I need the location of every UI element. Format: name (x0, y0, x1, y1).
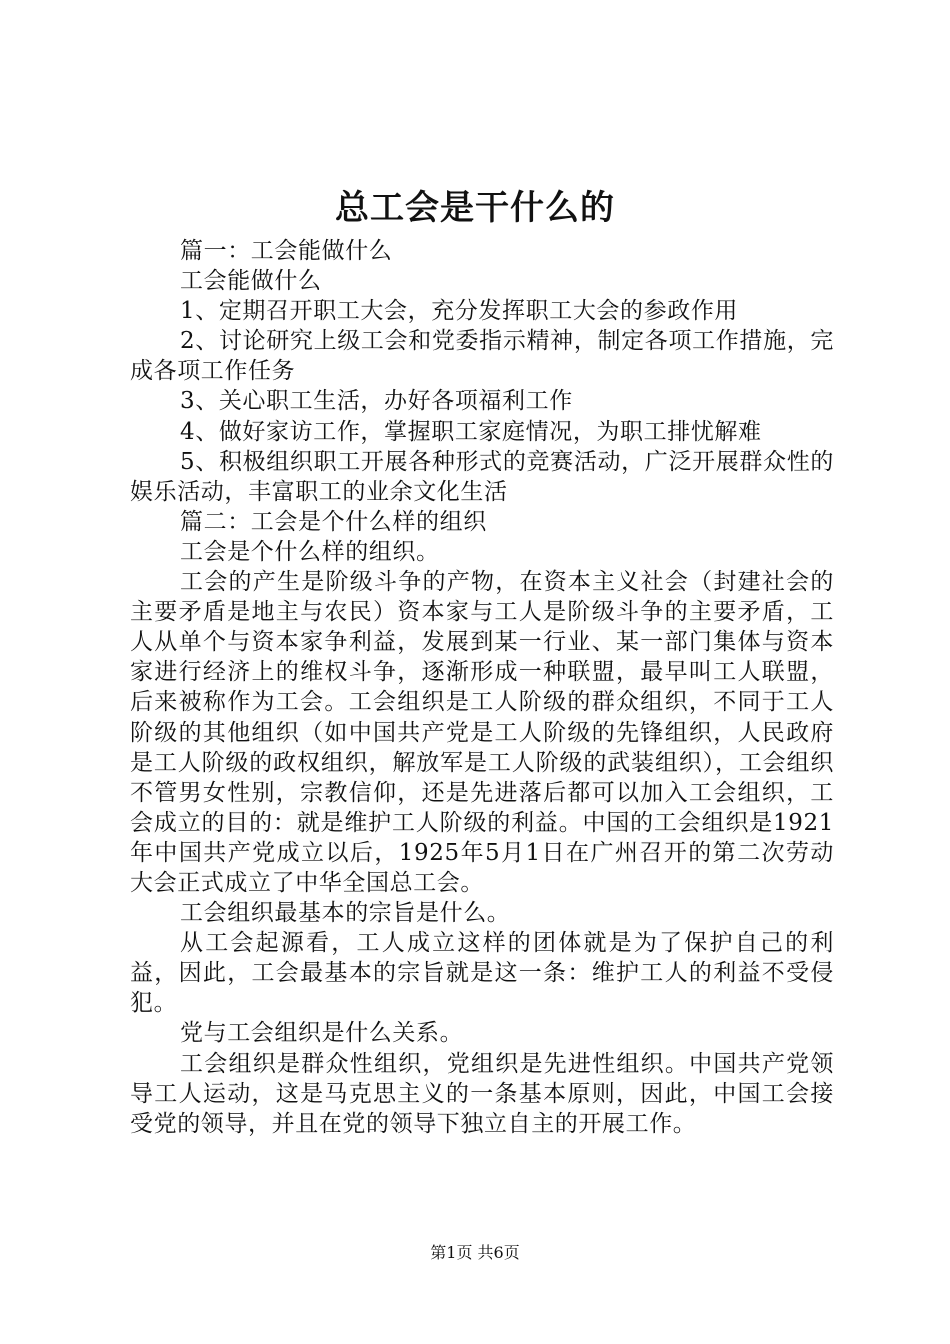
list-item-4: 4、做好家访工作，掌握职工家庭情况，为职工排忧解难 (180, 418, 762, 445)
list-item-1: 1、定期召开职工大会，充分发挥职工大会的参政作用 (180, 298, 739, 325)
answer-3: 工会组织是群众性组织，党组织是先进性组织。中国共产党领导工人运动，这是马克思主义的一条基本原则，因此，中国工会接受党的领导，并且在党的领导下独立自主的开展工作。 (130, 1050, 834, 1137)
question-3: 党与工会组织是什么关系。 (180, 1020, 464, 1047)
question-1: 工会是个什么样的组织。 (180, 538, 440, 565)
subheading: 工会能做什么 (180, 268, 322, 295)
list-item-5: 5、积极组织职工开展各种形式的竞赛活动，广泛开展群众性的娱乐活动，丰富职工的业余文化生活 (130, 448, 834, 505)
section-heading-1: 篇一：工会能做什么 (180, 238, 393, 264)
page-footer: 第1页 共6页 (430, 1243, 520, 1262)
question-2: 工会组织最基本的宗旨是什么。 (180, 900, 511, 927)
list-item-3: 3、关心职工生活，办好各项福利工作 (180, 388, 573, 415)
document-body (130, 236, 834, 1139)
answer-1: 工会的产生是阶级斗争的产物，在资本主义社会（封建社会的主要矛盾是地主与农民）资本家与工人是阶级斗争的主要矛盾，工人从单个与资本家争利益，发展到某一行业、某一部门集体与资本家进行经济上的维权斗争，逐渐形成一种联盟，最早叫工人联盟，后来被称作为工会。工会组织是工人阶级的群众组织，不同于工人阶级的其他组织（如中国共产党是工人阶级的先锋组织，人民政府是工人阶级的政权组织，解放军是工人阶级的武装组织），工会组织不管男女性别，宗教信仰，还是先进落后都可以加入工会组织，工会成立的目的：就是维护工人阶级的利益。中国的工会组织是1921年中国共产党成立以后，1925年5月1日在广州召开的第二次劳动大会正式成立了中华全国总工会。 (130, 569, 834, 896)
section-heading-2: 篇二：工会是个什么样的组织 (180, 508, 487, 535)
document-title: 总工会是干什么的 (335, 188, 615, 228)
list-item-2: 2、讨论研究上级工会和党委指示精神，制定各项工作措施，完成各项工作任务 (130, 328, 834, 385)
answer-2: 从工会起源看，工人成立这样的团体就是为了保护自己的利益，因此，工会最基本的宗旨就是这一条：维护工人的利益不受侵犯。 (130, 930, 834, 1017)
